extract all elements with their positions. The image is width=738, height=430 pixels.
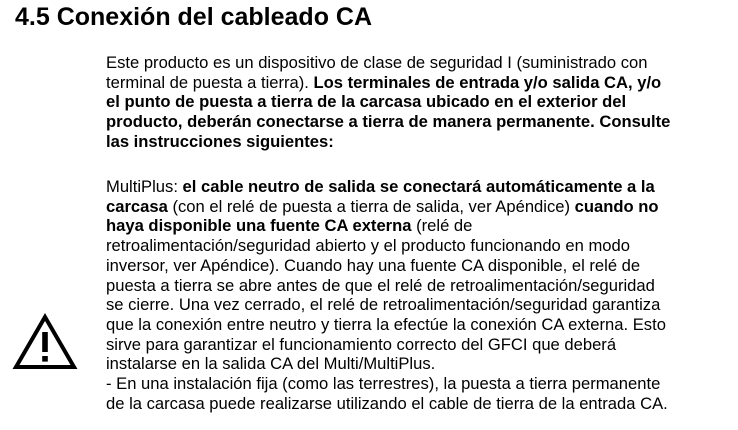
paragraph-line: inversor, ver Apéndice). Cuando hay una fuente CA disponible, el relé de [106, 255, 641, 275]
paragraph-line: puesta a tierra se abre antes de que el relé de retroalimentación/seguridad [106, 275, 655, 295]
bold-text-run: el cable neutro de salida se conectará automáticamente a la [182, 177, 655, 196]
paragraph-line: que la conexión entre neutro y tierra la efectúe la conexión CA externa. Esto [106, 314, 666, 334]
paragraph-line: el punto de puesta a tierra de la carcasa ubicado en el exterior del [106, 92, 627, 112]
bold-text-run: Los terminales de entrada y/o salida CA, y/o [313, 72, 662, 92]
paragraph-line [106, 73, 738, 93]
paragraph-line: sirve para garantizar el funcionamiento correcto del GFCI que deberá [106, 334, 617, 354]
warning-triangle-icon [12, 312, 78, 372]
text-run: (con el relé de puesta a tierra de salida, ver Apéndice) [167, 196, 575, 216]
safety-class-paragraph [106, 53, 738, 152]
paragraph-line: las instrucciones siguientes: [106, 131, 334, 151]
paragraph-line: de la carcasa puede realizarse utilizando el cable de tierra de la entrada CA. [106, 393, 668, 413]
paragraph-line [106, 197, 738, 217]
paragraph-line: producto, deberán conectarse a tierra de manera permanente. Consulte [106, 112, 671, 132]
paragraph-line: Este producto es un dispositivo de clase de seguridad I (suministrado con [106, 53, 648, 72]
multiplus-paragraph [106, 177, 738, 413]
paragraph-line [106, 177, 738, 197]
paragraph-line [106, 216, 738, 236]
section-heading: 4.5 Conexión del cableado CA [15, 3, 373, 31]
bold-text-run: cuando no [574, 196, 659, 216]
bold-text-run: haya disponible una fuente CA externa [106, 216, 412, 236]
text-run: MultiPlus: [106, 177, 183, 196]
paragraph-line: - En una instalación fija (como las terrestres), la puesta a tierra permanente [106, 374, 661, 394]
text-run: (relé de [411, 216, 473, 236]
paragraph-line: se cierre. Una vez cerrado, el relé de retroalimentación/seguridad garantiza [106, 295, 661, 315]
bold-text-run: carcasa [106, 196, 168, 216]
paragraph-line: instalarse en la salida CA del Multi/MultiPlus. [106, 354, 436, 374]
text-run: terminal de puesta a tierra). [106, 72, 314, 92]
paragraph-line: retroalimentación/seguridad abierto y el producto funcionando en modo [106, 236, 630, 256]
